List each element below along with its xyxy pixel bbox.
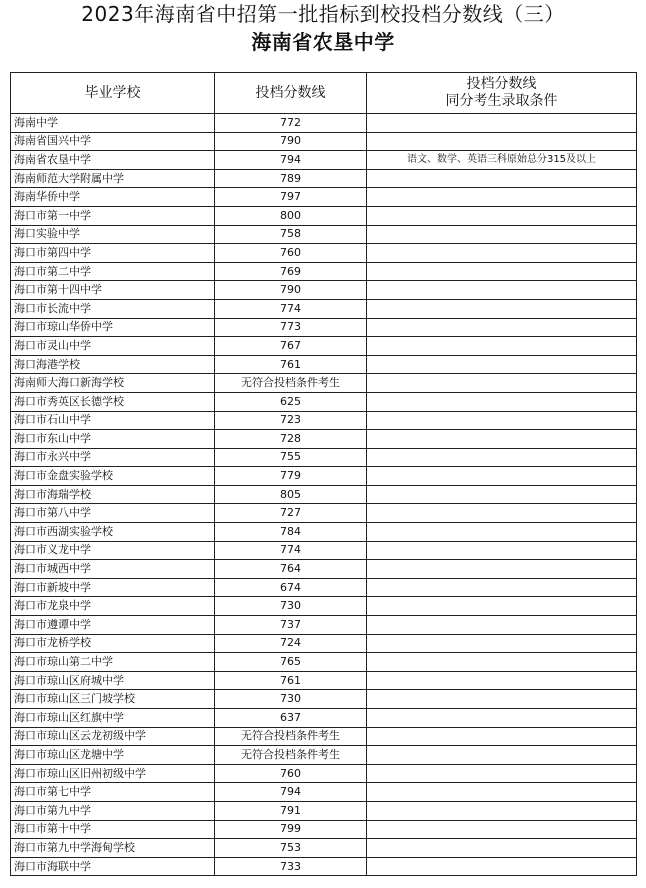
header-score: 投档分数线 xyxy=(215,73,367,114)
school-name-cell: 海口市义龙中学 xyxy=(11,541,215,560)
table-row xyxy=(11,839,637,858)
table-row xyxy=(11,485,637,504)
table-header-row xyxy=(11,73,637,114)
tie-condition-cell xyxy=(367,597,637,616)
school-name-cell: 海口市遵谭中学 xyxy=(11,616,215,635)
school-name-cell: 海南省农垦中学 xyxy=(11,151,215,170)
header-school: 毕业学校 xyxy=(11,73,215,114)
school-name-cell: 海口实验中学 xyxy=(11,225,215,244)
school-name-cell: 海口市第一中学 xyxy=(11,206,215,225)
table-row xyxy=(11,244,637,263)
header-condition-line2: 同分考生录取条件 xyxy=(445,93,558,109)
tie-condition-cell xyxy=(367,801,637,820)
tie-condition-cell: 语文、数学、英语三科原始总分315及以上 xyxy=(367,151,637,170)
tie-condition-cell xyxy=(367,244,637,263)
tie-condition-cell xyxy=(367,653,637,672)
table-row xyxy=(11,299,637,318)
school-name-cell: 海口市永兴中学 xyxy=(11,448,215,467)
score-cell: 727 xyxy=(215,504,367,523)
tie-condition-cell xyxy=(367,281,637,300)
school-name-cell: 海口市城西中学 xyxy=(11,560,215,579)
tie-condition-cell xyxy=(367,448,637,467)
school-name-cell: 海口市金盘实验学校 xyxy=(11,467,215,486)
score-cell: 737 xyxy=(215,616,367,635)
score-cell: 761 xyxy=(215,355,367,374)
school-name-cell: 海口市海联中学 xyxy=(11,857,215,876)
score-cell: 790 xyxy=(215,132,367,151)
school-name-cell: 海口市琼山区旧州初级中学 xyxy=(11,764,215,783)
header-condition-line1: 投档分数线 xyxy=(466,76,537,92)
score-cell: 733 xyxy=(215,857,367,876)
tie-condition-cell xyxy=(367,169,637,188)
table-row xyxy=(11,560,637,579)
table-body xyxy=(11,114,637,876)
tie-condition-cell xyxy=(367,783,637,802)
table-row xyxy=(11,597,637,616)
table-row xyxy=(11,801,637,820)
table-row xyxy=(11,281,637,300)
school-name-cell: 海南中学 xyxy=(11,114,215,133)
score-cell: 769 xyxy=(215,262,367,281)
school-name-cell: 海口市龙泉中学 xyxy=(11,597,215,616)
school-name-cell: 海口市第九中学 xyxy=(11,801,215,820)
table-row xyxy=(11,355,637,374)
score-cell: 753 xyxy=(215,839,367,858)
school-name-cell: 海口市长流中学 xyxy=(11,299,215,318)
tie-condition-cell xyxy=(367,671,637,690)
tie-condition-cell xyxy=(367,355,637,374)
tie-condition-cell xyxy=(367,709,637,728)
score-cell: 790 xyxy=(215,281,367,300)
score-cell: 758 xyxy=(215,225,367,244)
tie-condition-cell xyxy=(367,541,637,560)
table-row xyxy=(11,634,637,653)
score-cell: 799 xyxy=(215,820,367,839)
tie-condition-cell xyxy=(367,337,637,356)
school-name-cell: 海口市西湖实验学校 xyxy=(11,523,215,542)
header-condition xyxy=(367,73,637,114)
school-name-cell: 海口市第九中学海甸学校 xyxy=(11,839,215,858)
table-row xyxy=(11,392,637,411)
score-cell: 无符合投档条件考生 xyxy=(215,727,367,746)
score-cell: 805 xyxy=(215,485,367,504)
school-name-cell: 海口市新坡中学 xyxy=(11,578,215,597)
score-cell: 625 xyxy=(215,392,367,411)
score-cell: 765 xyxy=(215,653,367,672)
table-row xyxy=(11,857,637,876)
school-name-cell: 海南师大海口新海学校 xyxy=(11,374,215,393)
table-row xyxy=(11,820,637,839)
school-name-cell: 海口市第八中学 xyxy=(11,504,215,523)
table-row xyxy=(11,337,637,356)
school-name-cell: 海口市东山中学 xyxy=(11,430,215,449)
school-name-cell: 海口市琼山区红旗中学 xyxy=(11,709,215,728)
tie-condition-cell xyxy=(367,262,637,281)
score-cell: 730 xyxy=(215,690,367,709)
score-cell: 774 xyxy=(215,299,367,318)
score-cell: 784 xyxy=(215,523,367,542)
school-name-cell: 海口市琼山区府城中学 xyxy=(11,671,215,690)
tie-condition-cell xyxy=(367,634,637,653)
score-table xyxy=(10,72,637,876)
table-row xyxy=(11,169,637,188)
document-title: 2023年海南省中招第一批指标到校投档分数线（三） xyxy=(81,2,565,26)
tie-condition-cell xyxy=(367,132,637,151)
score-cell: 755 xyxy=(215,448,367,467)
score-cell: 674 xyxy=(215,578,367,597)
tie-condition-cell xyxy=(367,616,637,635)
tie-condition-cell xyxy=(367,392,637,411)
tie-condition-cell xyxy=(367,188,637,207)
score-cell: 767 xyxy=(215,337,367,356)
score-cell: 637 xyxy=(215,709,367,728)
score-cell: 无符合投档条件考生 xyxy=(215,746,367,765)
score-cell: 800 xyxy=(215,206,367,225)
school-name-cell: 海口市龙桥学校 xyxy=(11,634,215,653)
tie-condition-cell xyxy=(367,578,637,597)
score-cell: 794 xyxy=(215,151,367,170)
table-row xyxy=(11,578,637,597)
table-row xyxy=(11,783,637,802)
tie-condition-cell xyxy=(367,504,637,523)
table-row xyxy=(11,746,637,765)
school-name-cell: 海口市琼山华侨中学 xyxy=(11,318,215,337)
school-name-cell: 海口市第十中学 xyxy=(11,820,215,839)
score-cell: 760 xyxy=(215,244,367,263)
tie-condition-cell xyxy=(367,764,637,783)
score-cell: 773 xyxy=(215,318,367,337)
table-row xyxy=(11,188,637,207)
score-cell: 无符合投档条件考生 xyxy=(215,374,367,393)
tie-condition-cell xyxy=(367,820,637,839)
score-cell: 728 xyxy=(215,430,367,449)
table-row xyxy=(11,374,637,393)
school-name-cell: 海口市琼山区龙塘中学 xyxy=(11,746,215,765)
school-name-cell: 海口市灵山中学 xyxy=(11,337,215,356)
table-row xyxy=(11,653,637,672)
table-row xyxy=(11,132,637,151)
school-name-cell: 海南华侨中学 xyxy=(11,188,215,207)
table-row xyxy=(11,448,637,467)
table-row xyxy=(11,114,637,133)
score-cell: 724 xyxy=(215,634,367,653)
table-row xyxy=(11,430,637,449)
score-cell: 774 xyxy=(215,541,367,560)
table-row xyxy=(11,467,637,486)
score-cell: 772 xyxy=(215,114,367,133)
table-row xyxy=(11,616,637,635)
school-name-cell: 海口市第四中学 xyxy=(11,244,215,263)
school-name-cell: 海口市海瑞学校 xyxy=(11,485,215,504)
table-row xyxy=(11,523,637,542)
tie-condition-cell xyxy=(367,560,637,579)
table-row xyxy=(11,690,637,709)
school-name-cell: 海口市琼山第二中学 xyxy=(11,653,215,672)
tie-condition-cell xyxy=(367,485,637,504)
table-row xyxy=(11,206,637,225)
tie-condition-cell xyxy=(367,839,637,858)
tie-condition-cell xyxy=(367,114,637,133)
tie-condition-cell xyxy=(367,467,637,486)
score-cell: 723 xyxy=(215,411,367,430)
tie-condition-cell xyxy=(367,411,637,430)
document-subtitle: 海南省农垦中学 xyxy=(251,30,395,54)
school-name-cell: 海口市秀英区长德学校 xyxy=(11,392,215,411)
tie-condition-cell xyxy=(367,206,637,225)
school-name-cell: 海口市琼山区云龙初级中学 xyxy=(11,727,215,746)
score-cell: 760 xyxy=(215,764,367,783)
table-row xyxy=(11,411,637,430)
score-cell: 791 xyxy=(215,801,367,820)
table-row xyxy=(11,709,637,728)
tie-condition-cell xyxy=(367,727,637,746)
score-cell: 730 xyxy=(215,597,367,616)
table-row xyxy=(11,727,637,746)
score-cell: 761 xyxy=(215,671,367,690)
table-row xyxy=(11,262,637,281)
school-name-cell: 海口海港学校 xyxy=(11,355,215,374)
school-name-cell: 海口市第七中学 xyxy=(11,783,215,802)
school-name-cell: 海口市第十四中学 xyxy=(11,281,215,300)
score-cell: 794 xyxy=(215,783,367,802)
table-row xyxy=(11,318,637,337)
tie-condition-cell xyxy=(367,225,637,244)
tie-condition-cell xyxy=(367,523,637,542)
tie-condition-cell xyxy=(367,430,637,449)
score-cell: 797 xyxy=(215,188,367,207)
tie-condition-cell xyxy=(367,857,637,876)
school-name-cell: 海口市石山中学 xyxy=(11,411,215,430)
table-row xyxy=(11,225,637,244)
tie-condition-cell xyxy=(367,299,637,318)
score-cell: 764 xyxy=(215,560,367,579)
table-row xyxy=(11,151,637,170)
table-row xyxy=(11,504,637,523)
school-name-cell: 海口市琼山区三门坡学校 xyxy=(11,690,215,709)
tie-condition-cell xyxy=(367,318,637,337)
table-row xyxy=(11,541,637,560)
school-name-cell: 海南省国兴中学 xyxy=(11,132,215,151)
school-name-cell: 海南师范大学附属中学 xyxy=(11,169,215,188)
table-row xyxy=(11,764,637,783)
table-row xyxy=(11,671,637,690)
tie-condition-cell xyxy=(367,690,637,709)
score-cell: 789 xyxy=(215,169,367,188)
tie-condition-cell xyxy=(367,374,637,393)
tie-condition-cell xyxy=(367,746,637,765)
score-cell: 779 xyxy=(215,467,367,486)
school-name-cell: 海口市第二中学 xyxy=(11,262,215,281)
